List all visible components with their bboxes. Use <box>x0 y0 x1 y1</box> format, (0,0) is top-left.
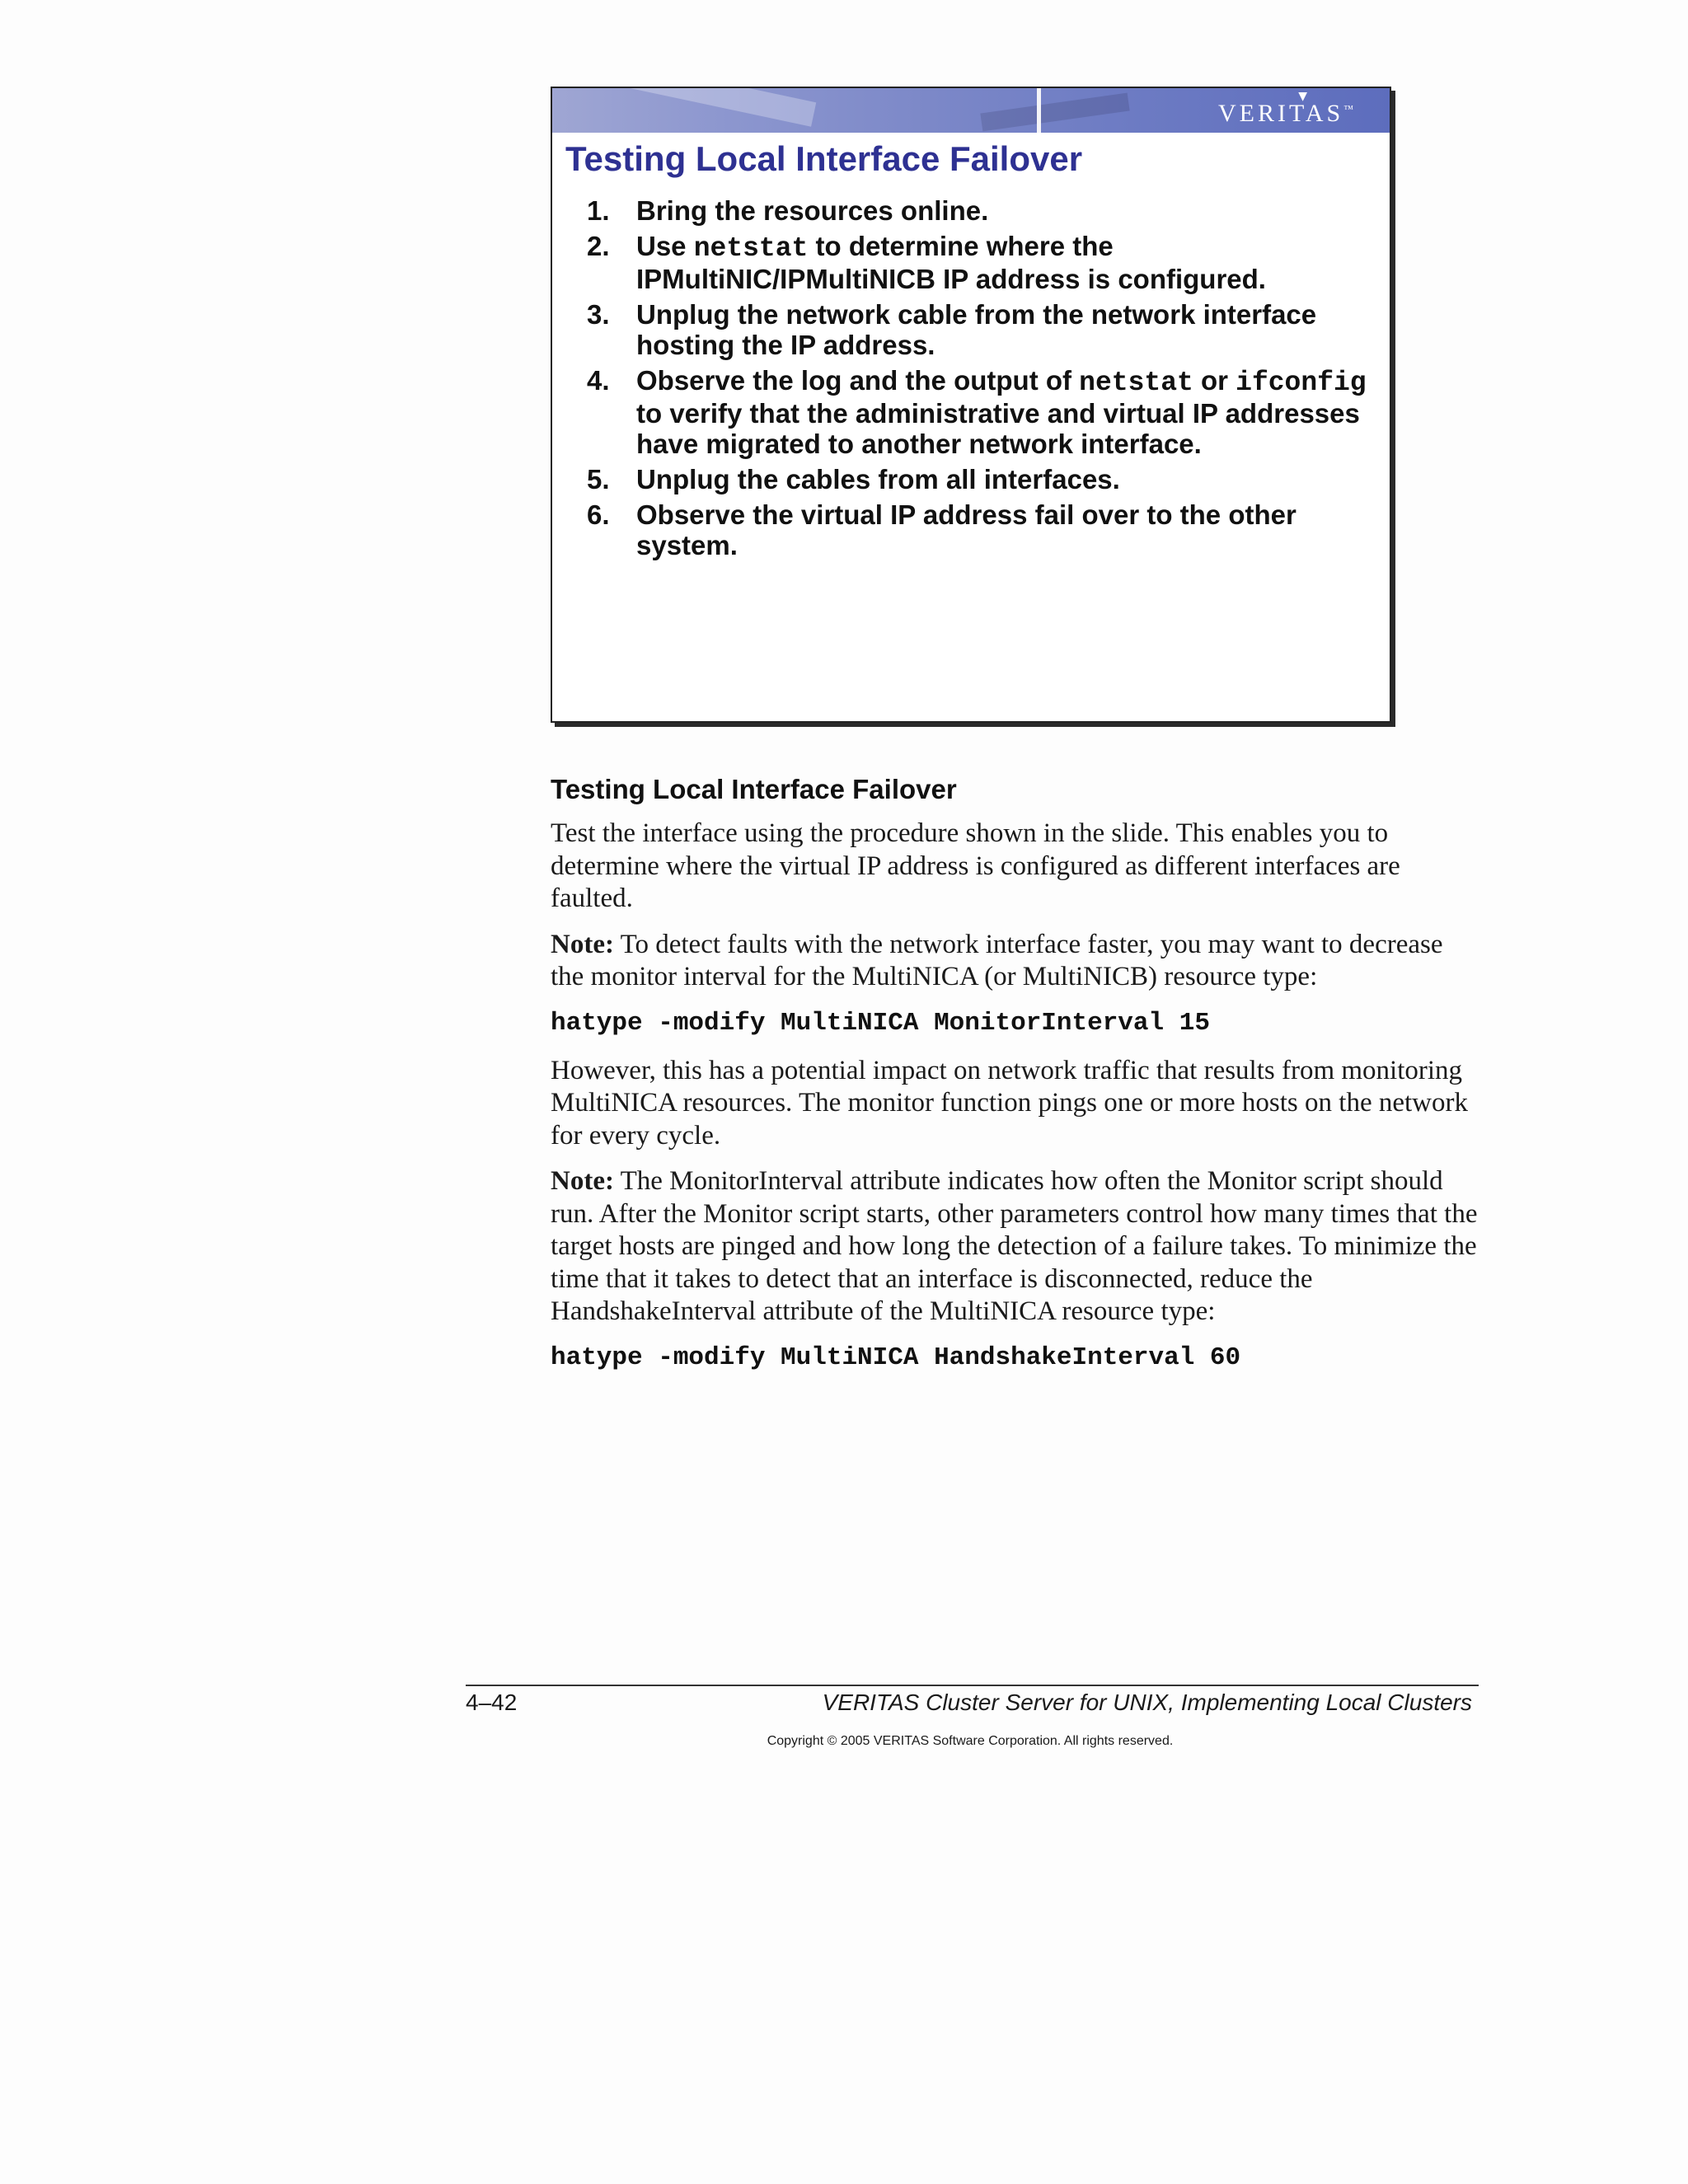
step-number: 5. <box>587 464 610 494</box>
slide-title: Testing Local Interface Failover <box>565 139 1083 178</box>
step-text: Bring the resources online. <box>636 195 989 226</box>
step-text: Use <box>636 231 694 261</box>
step-text: Observe the virtual IP address fail over to the other system. <box>636 499 1296 560</box>
step-text: Unplug the cables from all interfaces. <box>636 464 1120 494</box>
slide-step <box>552 231 1390 294</box>
slide-step <box>552 464 1390 494</box>
slide-frame <box>551 87 1391 723</box>
step-text: to determine where the IPMultiNIC/IPMultiNICB IP address is configured. <box>636 231 1266 294</box>
body-paragraph: However, this has a potential impact on network traffic that results from monitoring MultiNICA resources. The monitor function pings one or more hosts on the network for every cycle. <box>551 1055 1468 1151</box>
step-text: Unplug the network cable from the network interface hosting the IP address. <box>636 299 1317 360</box>
section-heading: Testing Local Interface Failover <box>551 774 957 804</box>
step-number: 4. <box>587 365 610 396</box>
copyright-notice: Copyright © 2005 VERITAS Software Corporation. All rights reserved. <box>767 1734 1174 1748</box>
step-number: 2. <box>587 231 610 261</box>
step-text: Observe the log and the output of <box>636 365 1080 396</box>
step-text: or <box>1193 365 1236 396</box>
veritas-logo: VERITAS™ <box>1217 100 1353 127</box>
logo-mark-icon: ▼ <box>1298 90 1307 103</box>
command-line: hatype -modify MultiNICA HandshakeInterval 60 <box>551 1343 1241 1372</box>
banner-decoration <box>602 88 817 127</box>
note-label: Note: <box>551 929 614 959</box>
body-paragraph: Test the interface using the procedure shown in the slide. This enables you to determine where the virtual IP address is configured as different interfaces are faulted. <box>551 818 1400 913</box>
page-content <box>551 773 1479 1390</box>
slide-step <box>552 299 1390 360</box>
slide-step <box>552 499 1390 560</box>
footer-rule <box>466 1685 1479 1686</box>
step-number: 3. <box>587 299 610 330</box>
step-number: 1. <box>587 195 610 226</box>
banner-divider <box>1037 88 1041 133</box>
book-title: VERITAS Cluster Server for UNIX, Implementing Local Clusters <box>822 1690 1472 1715</box>
note-paragraph <box>551 929 1479 994</box>
step-text: to verify that the administrative and virtual IP addresses have migrated to another network interface. <box>636 398 1360 459</box>
command-line: hatype -modify MultiNICA MonitorInterval 15 <box>551 1008 1210 1038</box>
note-text: The MonitorInterval attribute indicates how often the Monitor script should run. After the Monitor script starts, other parameters control how many times that the target hosts are pinged and how long the detection of a failure takes. To minimize the time that it takes to detect that an interface is disconnected, reduce the HandshakeInterval attribute of the MultiNICA resource type: <box>551 1166 1478 1326</box>
page-number: 4–42 <box>466 1690 518 1715</box>
slide-step-list <box>552 195 1390 565</box>
slide-step <box>552 195 1390 226</box>
step-number: 6. <box>587 499 610 530</box>
command-code: netstat <box>1079 368 1193 398</box>
command-code: netstat <box>693 233 809 264</box>
note-paragraph <box>551 1165 1479 1329</box>
note-label: Note: <box>551 1166 614 1196</box>
note-text: To detect faults with the network interface faster, you may want to decrease the monitor interval for the MultiNICA (or MultiNICB) resource type: <box>551 929 1443 991</box>
slide-banner <box>552 88 1390 133</box>
command-code: ifconfig <box>1236 368 1367 398</box>
banner-decoration <box>980 93 1129 132</box>
slide-step <box>552 365 1390 459</box>
